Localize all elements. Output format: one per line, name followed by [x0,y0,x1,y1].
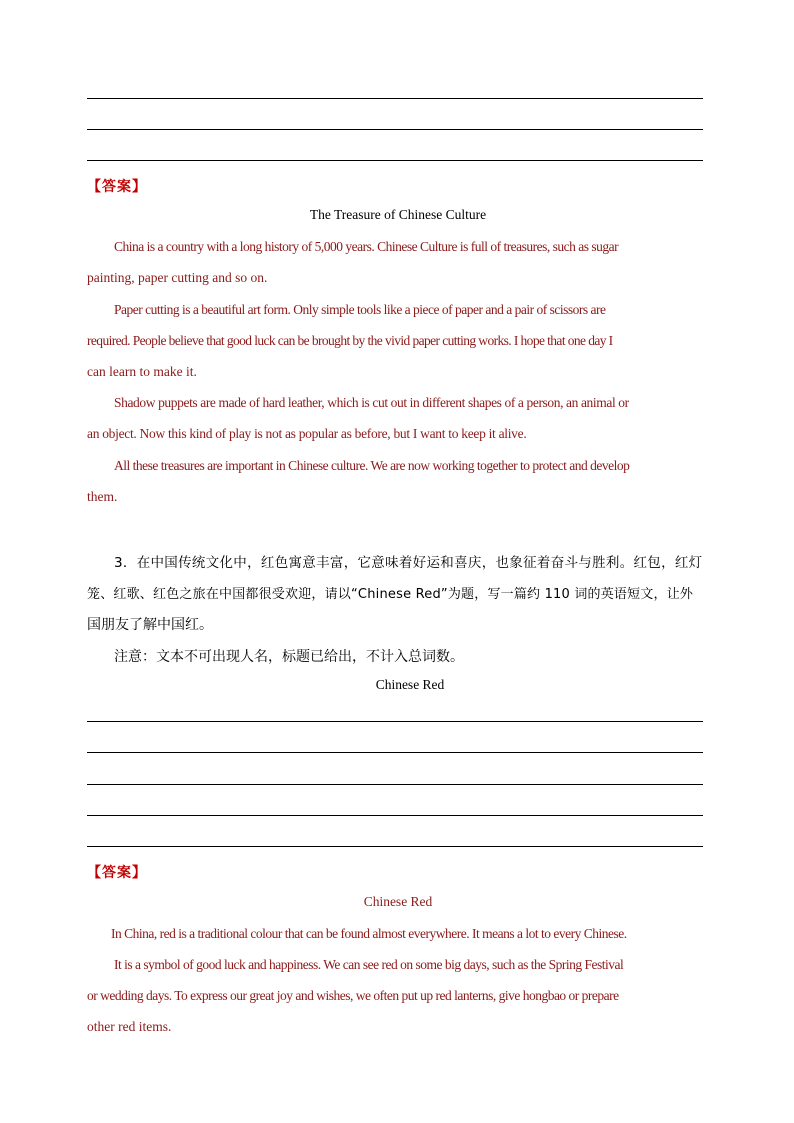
writing-line [87,98,703,99]
question-line: 笼、红歌、红色之旅在中国都很受欢迎，请以“Chinese Red”为题，写一篇约 110 词的英语短文，让外 [87,587,694,602]
essay-line: required. People believe that good luck can be brought by the vivid paper cutting works. I hope that one day I [87,333,613,348]
question-line: 3．在中国传统文化中，红色寓意丰富，它意味着好运和喜庆，也象征着奋斗与胜利。红包，红灯 [114,555,703,571]
essay-line: an object. Now this kind of play is not as popular as before, but I want to keep it alive. [87,426,527,441]
essay-line: In China, red is a traditional colour that can be found almost everywhere. It means a lot to every Chinese. [111,926,627,941]
essay-line: Shadow puppets are made of hard leather, which is cut out in different shapes of a person, an animal or [114,395,629,410]
writing-line [87,752,703,753]
essay-line: painting, paper cutting and so on. [87,270,268,285]
writing-line [87,160,703,161]
essay-line: other red items. [87,1019,172,1034]
essay-line: or wedding days. To express our great joy and wishes, we often put up red lanterns, give hongbao or prepare [87,988,619,1003]
essay-line: All these treasures are important in Chinese culture. We are now working together to protect and develop [114,458,630,473]
writing-line [87,846,703,847]
answer-label: 【答案】 [87,179,147,195]
writing-line [87,784,703,785]
question-title: Chinese Red [375,677,445,692]
essay-line: them. [87,489,118,504]
question-note: 注意：文本不可出现人名，标题已给出，不计入总词数。 [114,649,464,665]
essay-line: can learn to make it. [87,364,197,379]
essay-line: China is a country with a long history of 5,000 years. Chinese Culture is full of treasures, such as sugar [114,239,619,254]
question-line: 国朋友了解中国红。 [87,617,213,633]
essay-line: It is a symbol of good luck and happiness. We can see red on some big days, such as the Spring Festival [114,957,624,972]
writing-line [87,815,703,816]
essay-title: The Treasure of Chinese Culture [309,207,487,222]
answer-label: 【答案】 [87,865,147,881]
essay-line: Paper cutting is a beautiful art form. Only simple tools like a piece of paper and a pair of scissors are [114,302,606,317]
writing-line [87,129,703,130]
essay-title: Chinese Red [363,894,433,909]
writing-line [87,721,703,722]
